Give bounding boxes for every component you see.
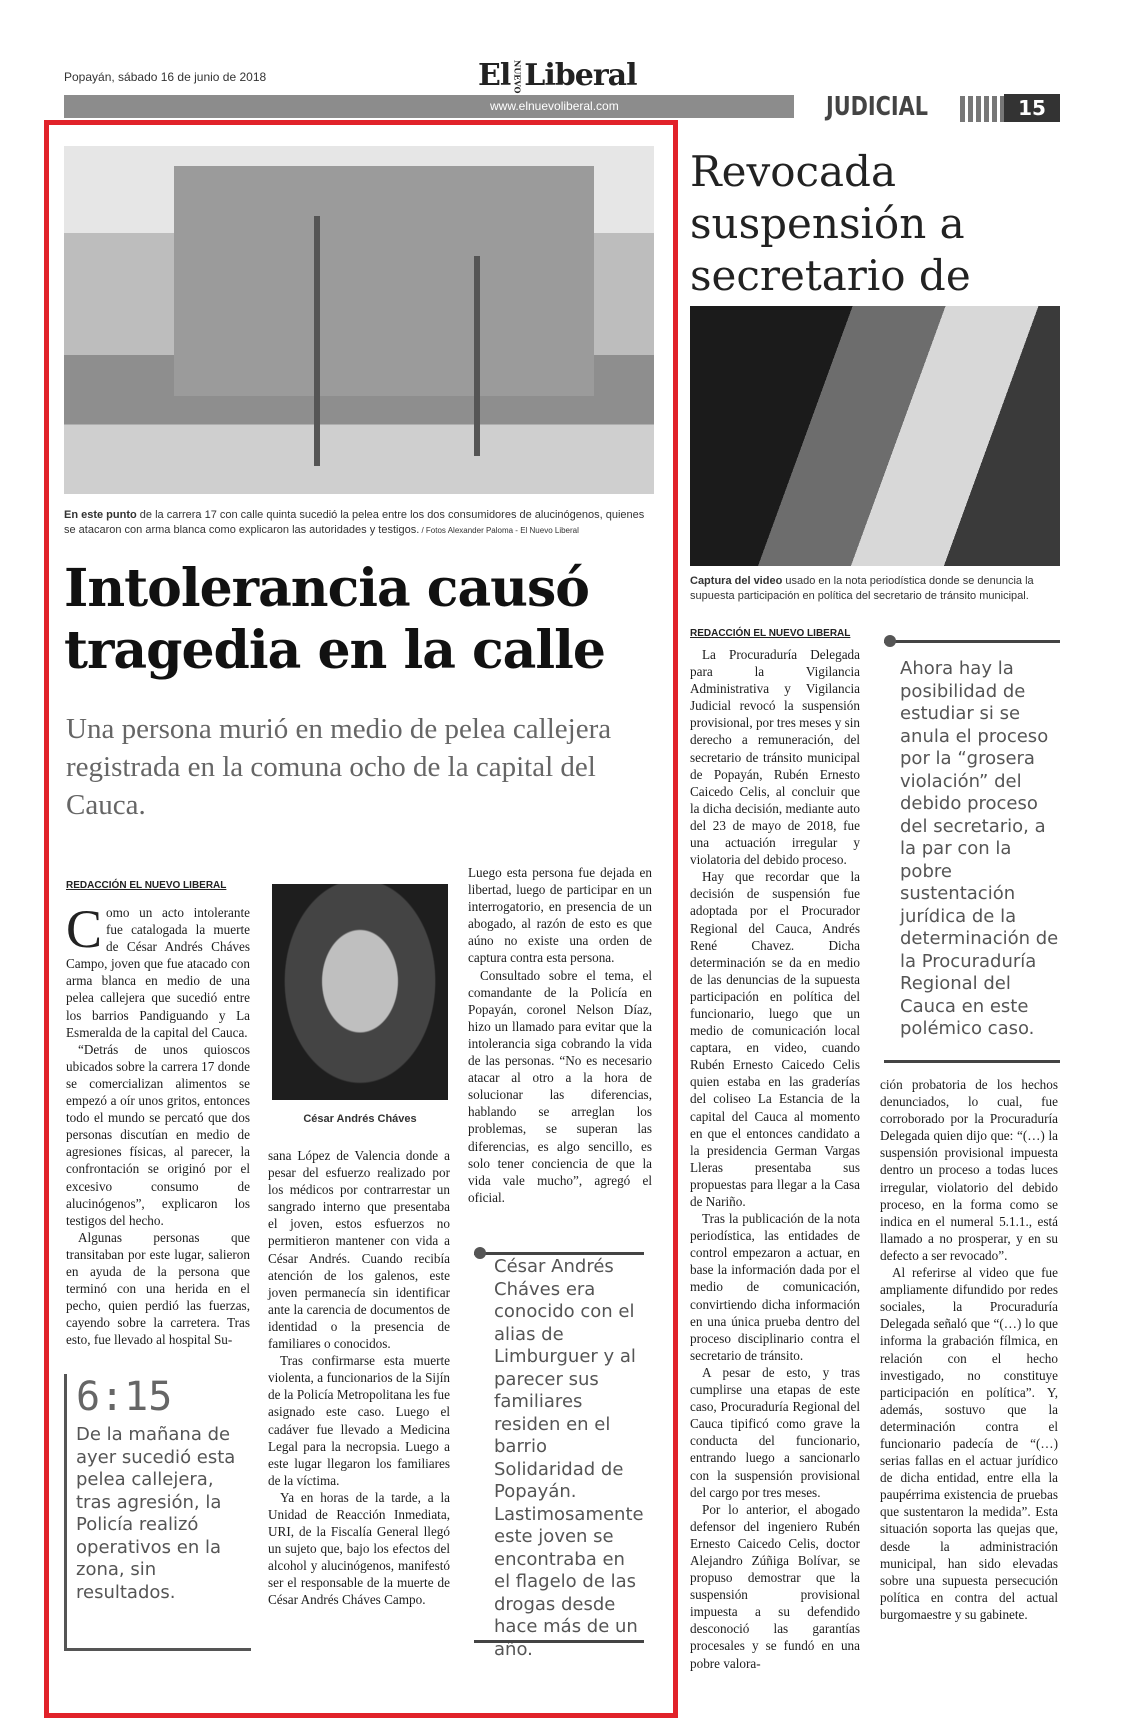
paragraph: La Procuraduría Delegada para la Vigilancia Administrativa y Vigilancia Judicial revocó la suspensión provisional, por tres meses y sin derecho a remuneración, del secretario de tránsito municipal de Popayán, Rubén Ernesto Caicedo Celis, al concluir que la dicha decisión, mediante auto del 23 de mayo de 2018, fue una actuación irregular y violatoria del debido proceso. (690, 647, 860, 868)
paragraph: sana López de Valencia donde a pesar del esfuerzo realizado por los médicos por contrarrestar un sangrado interno que presentaba el joven, estos esfuerzos no permitieron mantener con vida a César Andrés. Cuando recibía atención de los galenos, este joven permanecía sin identificar ante la carencia de documentos de identidad o la presencia de familiares o conocidos. (268, 1148, 450, 1352)
photo-caption-lead: En este punto (64, 509, 137, 521)
photo-caption (64, 508, 654, 538)
drop-cap: C (66, 899, 103, 959)
paragraph: Luego esta persona fue dejada en libertad, luego de participar en un interrogatorio, en presencia de un abogado, al razón de esto es que aúno no existe una orden de captura contra esta persona. (468, 865, 652, 966)
victim-portrait (272, 884, 448, 1100)
paragraph: Consultado sobre el tema, el comandante de la Policía en Popayán, coronel Nelson Díaz, hizo un llamado para evitar que la intolerancia siga cobrando la vida de las personas. “No es necesario atacar al otro a la hora de solucionar las diferencias, hablando se arreglan los problemas, se superan las diferencias, es algo sencillo, es solo tener conciencia de que la vida vale mucho”, agregó el oficial. (468, 967, 652, 1205)
article-subheadline: Una persona murió en medio de pelea callejera registrada en la comuna ocho de la capital del Cauca. (66, 713, 612, 821)
byline: REDACCIÓN EL NUEVO LIBERAL (66, 880, 227, 891)
right-pull-quote: Ahora hay la posibilidad de estudiar si se anula el proceso por la “grosera violación” del debido proceso del secretario, a la par con la pobre sustentación jurídica de la determinación de la Procuraduría Regional del Cauca en este polémico caso. (900, 658, 1059, 1039)
right-caption-lead: Captura del video (690, 575, 783, 587)
right-photo-caption (690, 574, 1060, 604)
logo-el: El (478, 58, 511, 93)
article-column-2 (268, 1147, 450, 1609)
paragraph: Algunas personas que transitaban por este lugar, salieron en ayuda de la persona que terminó con una herida en el pecho, quien perdió las fuerzas, cayendo sobre la carretera. Tras esto, fue llevado al hospital Su- (66, 1229, 250, 1348)
palm-trunk (314, 216, 320, 466)
right-pull-dot (884, 635, 896, 647)
time-description: De la mañana de ayer sucedió esta pelea callejera, tras agresión, la Policía realizó operativos en la zona, sin resultados. (76, 1424, 236, 1603)
page-number: 15 (1004, 94, 1060, 122)
newspaper-logo (478, 58, 636, 94)
article-headline: Intolerancia causó tragedia en la calle (64, 558, 605, 681)
video-still-photo (690, 306, 1060, 566)
pull-quote: César Andrés Cháves era conocido con el alias de Limburguer y al parecer sus familiares residen en el barrio Solidaridad de Popayán. Lastimosamente este joven se encontraba en el flagelo de las drogas desde hace más de un año. (494, 1256, 644, 1660)
right-headline: Revocada suspensión a secretario de (690, 147, 971, 300)
right-pull-rule-bottom (884, 1060, 1060, 1063)
right-column-1 (690, 646, 860, 1672)
pull-quote-rule-bottom (474, 1640, 644, 1643)
section-name: JUDICIAL (826, 92, 928, 122)
logo-nuevo: NUEVO (512, 60, 523, 94)
paragraph: “Detrás de unos quioscos ubicados sobre la carrera 17 donde se comercializan alimentos se empezó a oír unos gritos, entonces todo el mundo se percató que dos personas discutían en medio de agresiones físicas, al parecer, la confrontación se originó por el excesivo consumo de alucinógenos”, explicaron los testigos del hecho. (66, 1041, 250, 1228)
right-caption-text: usado en la nota periodística donde se denuncia la supuesta participación en política del secretario de tránsito municipal. (690, 575, 1034, 602)
right-byline: REDACCIÓN EL NUEVO LIBERAL (690, 628, 851, 639)
palm-trunk (474, 256, 480, 456)
article-column-3 (468, 864, 652, 1206)
pull-quote-rule (474, 1252, 644, 1255)
paragraph: ción probatoria de los hechos denunciados, lo cual, fue corroborado por la Procuraduría Delegada quien dijo que: “(…) la suspensión provisional impuesta dentro un proceso a todas luces irregular, violatorio del debido proceso, en la forma como se indica en el numeral 5.1.1., está llamado a no prosperar, y en su defecto a ser revocado”. (880, 1077, 1058, 1263)
paragraph: Por lo anterior, el abogado defensor del ingeniero Rubén Ernesto Caicedo Celis, doctor Alejandro Zúñiga Bolívar, se propuso demostrar que la suspensión provisional impuesta a su defendido desconoció las garantías procesales y se fundó en una pobre valora- (690, 1501, 860, 1671)
article-column-1 (66, 899, 250, 1348)
logo-liberal: Liberal (524, 58, 637, 93)
paragraph: Tras la publicación de la nota periodística, las entidades de control empezaron a actuar, en base la información dada por el medio de comunicación, convirtiendo dicha información en una única prueba dentro del proceso disciplinario contra el secretario de tránsito. (690, 1211, 860, 1363)
issue-date: Popayán, sábado 16 de junio de 2018 (64, 70, 267, 84)
paragraph: Ya en horas de la tarde, a la Unidad de Reacción Inmediata, URI, de la Fiscalía General llegó un sujeto que, bajo los efectos del alcohol y alucinógenos, manifestó ser el responsable de la muerte de César Andrés Cháves Campo. (268, 1489, 450, 1608)
photo-caption-text: de la carrera 17 con calle quinta sucedió la pelea entre los dos consumidores de alucinógenos, quienes se atacaron con arma blanca como explicaron las autoridades y testigos. (64, 509, 645, 536)
header-bar (64, 95, 794, 118)
paragraph: omo un acto intolerante fue catalogada la muerte de César Andrés Cháves Campo, joven que fue atacado con arma blanca en medio de una pelea callejera que sucedió entre los barrios Pandiguando y La Esmeralda de la capital del Cauca. (66, 905, 250, 1040)
portrait-caption: César Andrés Cháves (303, 1113, 417, 1125)
right-pull-rule (884, 640, 1060, 643)
paragraph: Al referirse al video que fue ampliamente difundido por redes sociales, la Procuraduría Delegada señaló que “(…) lo que informa la grabación fílmica, en relación con el hecho investigado, no constituye participación en política”. Y, además, sostuvo que la determinación contra el funcionario padecía de “(…) serias fallas en el actuar jurídico de dicha entidad, entre ella la paupérrima existencia de pruebas que sustentaron la medida”. Esta situación soporta las quejas que, desde la administración municipal, han sido elevadas sobre una supuesta persecución política en contra del actual burgomaestre y su gabinete. (880, 1265, 1058, 1622)
right-column-2 (880, 1076, 1058, 1623)
photo-credit: / Fotos Alexander Paloma - El Nuevo Liberal (419, 526, 579, 535)
paragraph: Tras confirmarse esta muerte violenta, a funcionarios de la Sijín de la Policía Metropolitana les fue asignado este caso. Luego el cadáver fue llevado a Medicina Legal para la necropsia. Luego a este lugar llegaron los familiares de la víctima. (268, 1353, 450, 1488)
street-photo (64, 146, 654, 494)
paragraph: A pesar de esto, y tras cumplirse una etapas de este caso, Procuraduría Regional del Cauca tipificó como grave la conducta del funcionario, entrando luego a sancionarlo con la suspensión provisional del cargo por tres meses. (690, 1364, 860, 1500)
pull-quote-dot (474, 1247, 486, 1259)
section-stripes (960, 96, 1004, 122)
paragraph: Hay que recordar que la decisión de suspensión fue adoptada por el Procurador Regional del Cauca, Andrés René Chavez. Dicha determinación se da en medio de las denuncias de la supuesta participación en política del funcionario, luego que un medio de comunicación local captara, en video, cuando Rubén Ernesto Caicedo Celis quien estaba en las graderías del coliseo La Estancia de la capital del Cauca al momento en que el entonces candidato a la presidencia German Vargas Lleras presentaba sus propuestas para llegar a la Casa de Nariño. (690, 869, 860, 1209)
time-figure: 6:15 (76, 1374, 173, 1420)
website-url: www.elnuevoliberal.com (490, 99, 619, 113)
building-shape (174, 166, 594, 396)
